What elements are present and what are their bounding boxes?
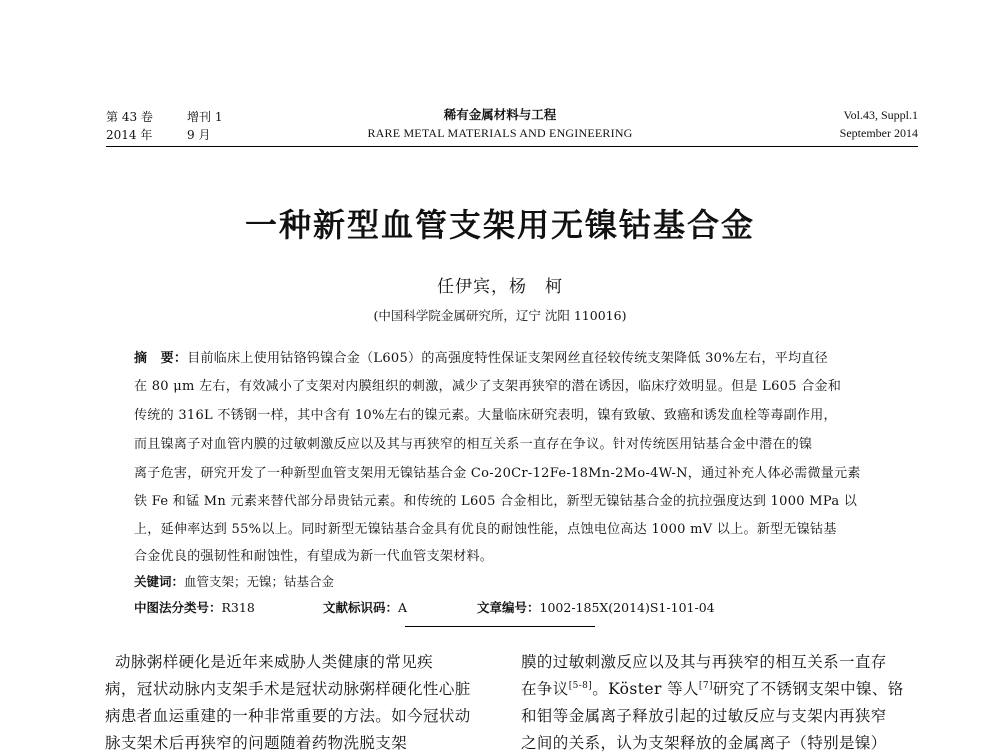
journal-name-en: RARE METAL MATERIALS AND ENGINEERING: [367, 126, 633, 140]
header-year-cn: 2014 年: [106, 128, 153, 142]
article-number-value: 1002-185X(2014)S1-101-04: [539, 600, 715, 615]
document-code-label: 文献标识码：: [323, 600, 399, 615]
abstract-line: 合金优良的强韧性和耐蚀性，有望成为新一代血管支架材料。: [134, 549, 494, 564]
article-number-label: 文章编号：: [477, 600, 540, 615]
abstract-line: 上，延伸率达到 55%以上。同时新型无镍钴基合金具有优良的耐蚀性能，点蚀电位高达 1000 mV 以上。新型无镍钴基: [134, 522, 837, 537]
abstract-line: 而且镍离子对血管内膜的过敏刺激反应以及其与再狭窄的相互关系一直存在争议。针对传统医用钴基合金中潜在的镍: [134, 437, 813, 452]
header-rule: [106, 146, 918, 147]
body-text: 在争议: [521, 680, 569, 698]
keywords-value: 血管支架；无镍；钴基合金: [184, 574, 335, 589]
citation-ref: [7]: [698, 680, 713, 691]
classification: [134, 598, 255, 616]
article-authors: 任伊宾，杨 柯: [437, 277, 563, 297]
body-left-line: 脉支架术后再狭窄的问题随着药物洗脱支架: [105, 734, 408, 752]
abstract-line: 离子危害，研究开发了一种新型血管支架用无镍钴基合金 Co-20Cr-12Fe-18Mn-2Mo-4W-N，通过补充人体必需微量元素: [134, 466, 861, 481]
header-date-en: September 2014: [839, 126, 918, 140]
article-affiliation: (中国科学院金属研究所，辽宁 沈阳 110016): [373, 308, 627, 323]
header-issue-cn: 增刊 1: [187, 110, 223, 124]
classification-label: 中图法分类号：: [134, 600, 222, 615]
header-volume-cn: 第 43 卷: [106, 110, 153, 124]
abstract-line: 传统的 316L 不锈钢一样，其中含有 10%左右的镍元素。大量临床研究表明，镍有致敏、致癌和诱发血栓等毒副作用，: [134, 408, 837, 423]
body-left-line: 病，冠状动脉内支架手术是冠状动脉粥样硬化性心脏: [105, 680, 471, 698]
header-volume-en: Vol.43, Suppl.1: [843, 108, 918, 122]
abstract-text: 目前临床上使用钴铬钨镍合金（L605）的高强度特性保证支架网丝直径较传统支架降低 30%左右，平均直径: [187, 351, 828, 366]
document-code: [323, 598, 407, 616]
body-right-line: 和钼等金属离子释放引起的过敏反应与支架内再狭窄: [521, 707, 887, 725]
body-right-line: 膜的过敏刺激反应以及其与再狭窄的相互关系一直存: [521, 653, 887, 671]
article-number: [477, 598, 715, 616]
document-code-value: A: [398, 600, 408, 615]
body-right-line: [521, 677, 904, 699]
body-left-line: 病患者血运重建的一种非常重要的方法。如今冠状动: [105, 707, 471, 725]
abstract-label: 摘 要：: [134, 351, 188, 366]
article-title: 一种新型血管支架用无镍钴基合金: [244, 206, 755, 244]
abstract-line: 在 80 μm 左右，有效减小了支架对内膜组织的刺激，减少了支架再狭窄的潜在诱因，临床疗效明显。但是 L605 合金和: [134, 379, 842, 394]
keywords-label: 关键词：: [134, 574, 185, 589]
body-left-line: 动脉粥样硬化是近年来威胁人类健康的常见疾: [115, 653, 434, 671]
body-text: 。Köster 等人: [592, 680, 699, 698]
body-right-line: 之间的关系，认为支架释放的金属离子（特别是镍）: [521, 734, 887, 752]
classification-value: R318: [221, 600, 255, 615]
keywords: [134, 572, 334, 590]
journal-name-cn: 稀有金属材料与工程: [443, 107, 557, 122]
header-month-cn: 9 月: [187, 128, 211, 142]
section-rule: [405, 626, 595, 627]
abstract-line: [134, 347, 828, 366]
citation-ref: [5-8]: [568, 680, 593, 691]
body-text: 研究了不锈钢支架中镍、铬: [712, 680, 904, 698]
abstract-line: 铁 Fe 和锰 Mn 元素来替代部分昂贵钴元素。和传统的 L605 合金相比，新型无镍钴基合金的抗拉强度达到 1000 MPa 以: [134, 494, 858, 509]
